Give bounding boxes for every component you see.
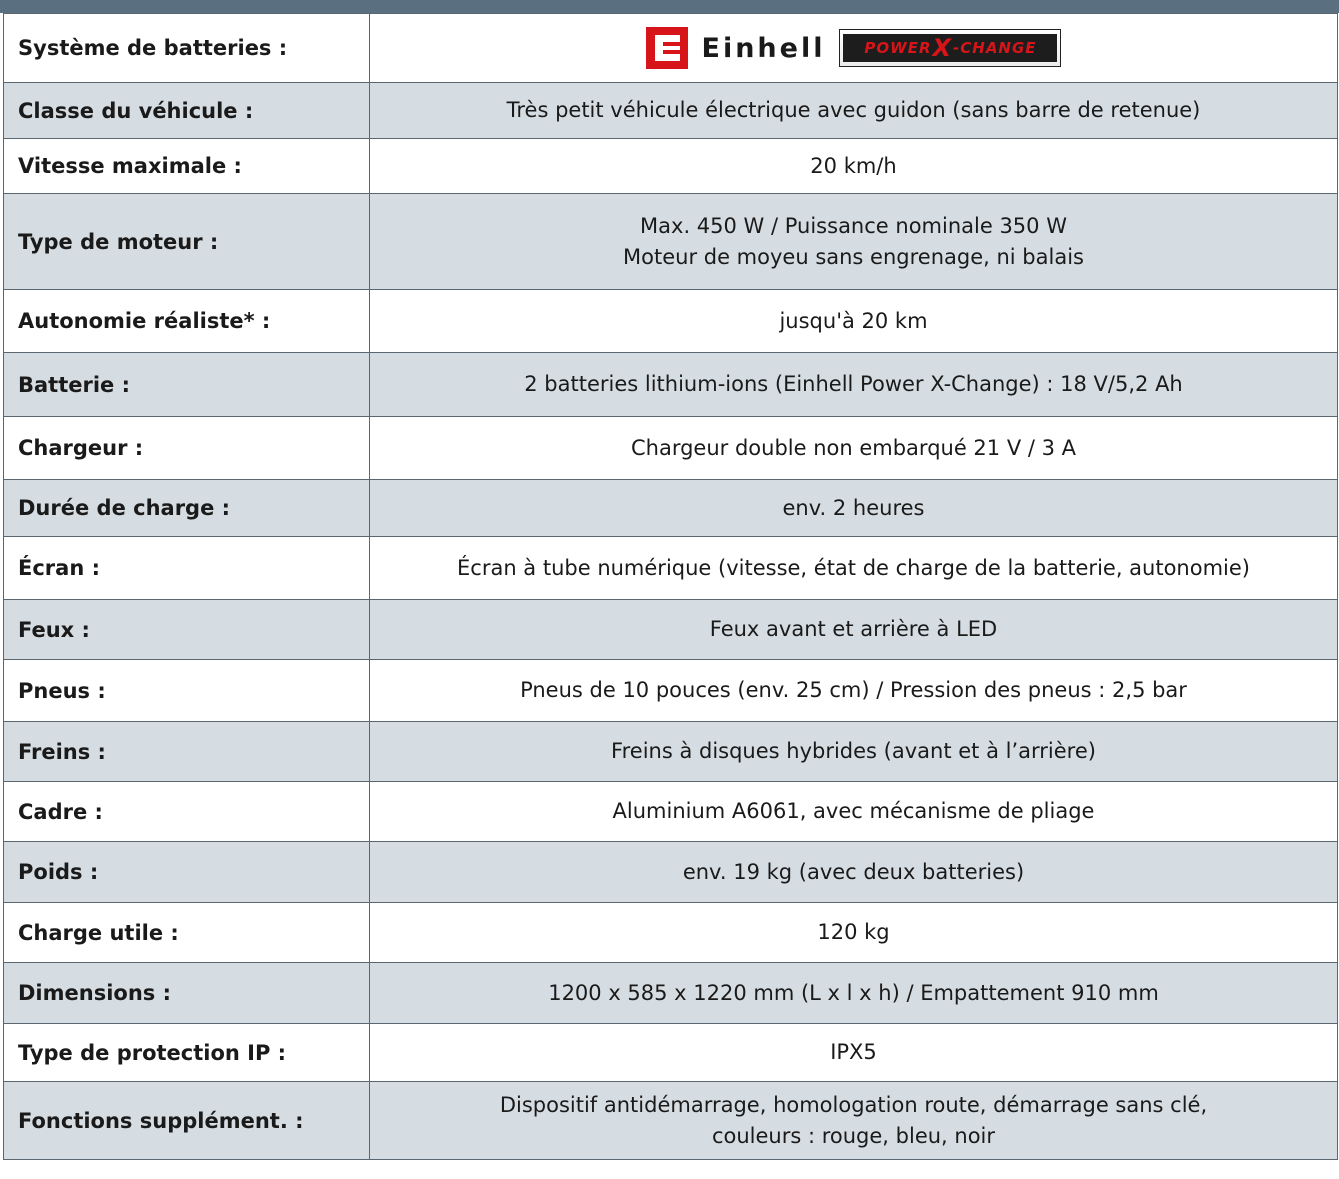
- table-row: [4, 353, 1338, 417]
- row-value: 120 kg: [370, 903, 1338, 963]
- table-row: [4, 722, 1338, 782]
- row-label: Fonctions supplément. :: [4, 1082, 370, 1160]
- row-value: Pneus de 10 pouces (env. 25 cm) / Pression des pneus : 2,5 bar: [370, 660, 1338, 722]
- row-value: 20 km/h: [370, 139, 1338, 194]
- row-label: Classe du véhicule :: [4, 83, 370, 139]
- row-value: IPX5: [370, 1024, 1338, 1082]
- row-value: Feux avant et arrière à LED: [370, 600, 1338, 660]
- row-label: Cadre :: [4, 782, 370, 842]
- row-value: Très petit véhicule électrique avec guidon (sans barre de retenue): [370, 83, 1338, 139]
- table-row: [4, 480, 1338, 537]
- row-label: Feux :: [4, 600, 370, 660]
- row-label: Type de moteur :: [4, 194, 370, 290]
- power-x-change-logo-left: POWER: [864, 38, 932, 57]
- row-value-line-2: Moteur de moyeu sans engrenage, ni balais: [623, 244, 1084, 269]
- table-row: [4, 1024, 1338, 1082]
- row-value-line-1: Dispositif antidémarrage, homologation route, démarrage sans clé,: [499, 1092, 1208, 1117]
- row-label: Chargeur :: [4, 417, 370, 480]
- row-label: Charge utile :: [4, 903, 370, 963]
- einhell-logo-icon: [646, 27, 688, 69]
- row-label: Vitesse maximale :: [4, 139, 370, 194]
- row-label: Freins :: [4, 722, 370, 782]
- table-row: [4, 537, 1338, 600]
- row-value: [370, 194, 1338, 290]
- table-row: [4, 83, 1338, 139]
- table-row: [4, 139, 1338, 194]
- row-label: Durée de charge :: [4, 480, 370, 537]
- row-label: Poids :: [4, 842, 370, 903]
- specifications-table: [3, 13, 1338, 1160]
- table-row: [4, 782, 1338, 842]
- battery-system-logos: [370, 14, 1338, 83]
- row-label: Écran :: [4, 537, 370, 600]
- power-x-change-logo-x: X: [932, 33, 953, 62]
- table-row: [4, 194, 1338, 290]
- power-x-change-logo-right: -CHANGE: [953, 38, 1037, 57]
- row-value: Freins à disques hybrides (avant et à l’arrière): [370, 722, 1338, 782]
- row-value: [370, 1082, 1338, 1160]
- table-row: [4, 963, 1338, 1024]
- row-label: Type de protection IP :: [4, 1024, 370, 1082]
- row-value: env. 2 heures: [370, 480, 1338, 537]
- einhell-wordmark: Einhell: [701, 32, 826, 64]
- table-row: [4, 660, 1338, 722]
- table-row: [4, 600, 1338, 660]
- row-value: env. 19 kg (avec deux batteries): [370, 842, 1338, 903]
- row-value: 1200 x 585 x 1220 mm (L x l x h) / Empattement 910 mm: [370, 963, 1338, 1024]
- table-row: [4, 417, 1338, 480]
- row-label: Pneus :: [4, 660, 370, 722]
- row-label: Autonomie réaliste* :: [4, 290, 370, 353]
- row-value-line-1: Max. 450 W / Puissance nominale 350 W: [640, 213, 1067, 238]
- table-row: [4, 1082, 1338, 1160]
- power-x-change-logo: [839, 29, 1061, 67]
- table-row: [4, 14, 1338, 83]
- row-label: Système de batteries :: [4, 14, 370, 83]
- row-value: Aluminium A6061, avec mécanisme de pliage: [370, 782, 1338, 842]
- row-value-line-2: couleurs : rouge, bleu, noir: [711, 1123, 996, 1148]
- row-value: Écran à tube numérique (vitesse, état de charge de la batterie, autonomie): [370, 537, 1338, 600]
- table-row: [4, 842, 1338, 903]
- row-value: 2 batteries lithium-ions (Einhell Power X-Change) : 18 V/5,2 Ah: [370, 353, 1338, 417]
- table-row: [4, 290, 1338, 353]
- header-bar: [0, 0, 1339, 13]
- table-row: [4, 903, 1338, 963]
- row-label: Batterie :: [4, 353, 370, 417]
- row-value: jusqu'à 20 km: [370, 290, 1338, 353]
- row-label: Dimensions :: [4, 963, 370, 1024]
- row-value: Chargeur double non embarqué 21 V / 3 A: [370, 417, 1338, 480]
